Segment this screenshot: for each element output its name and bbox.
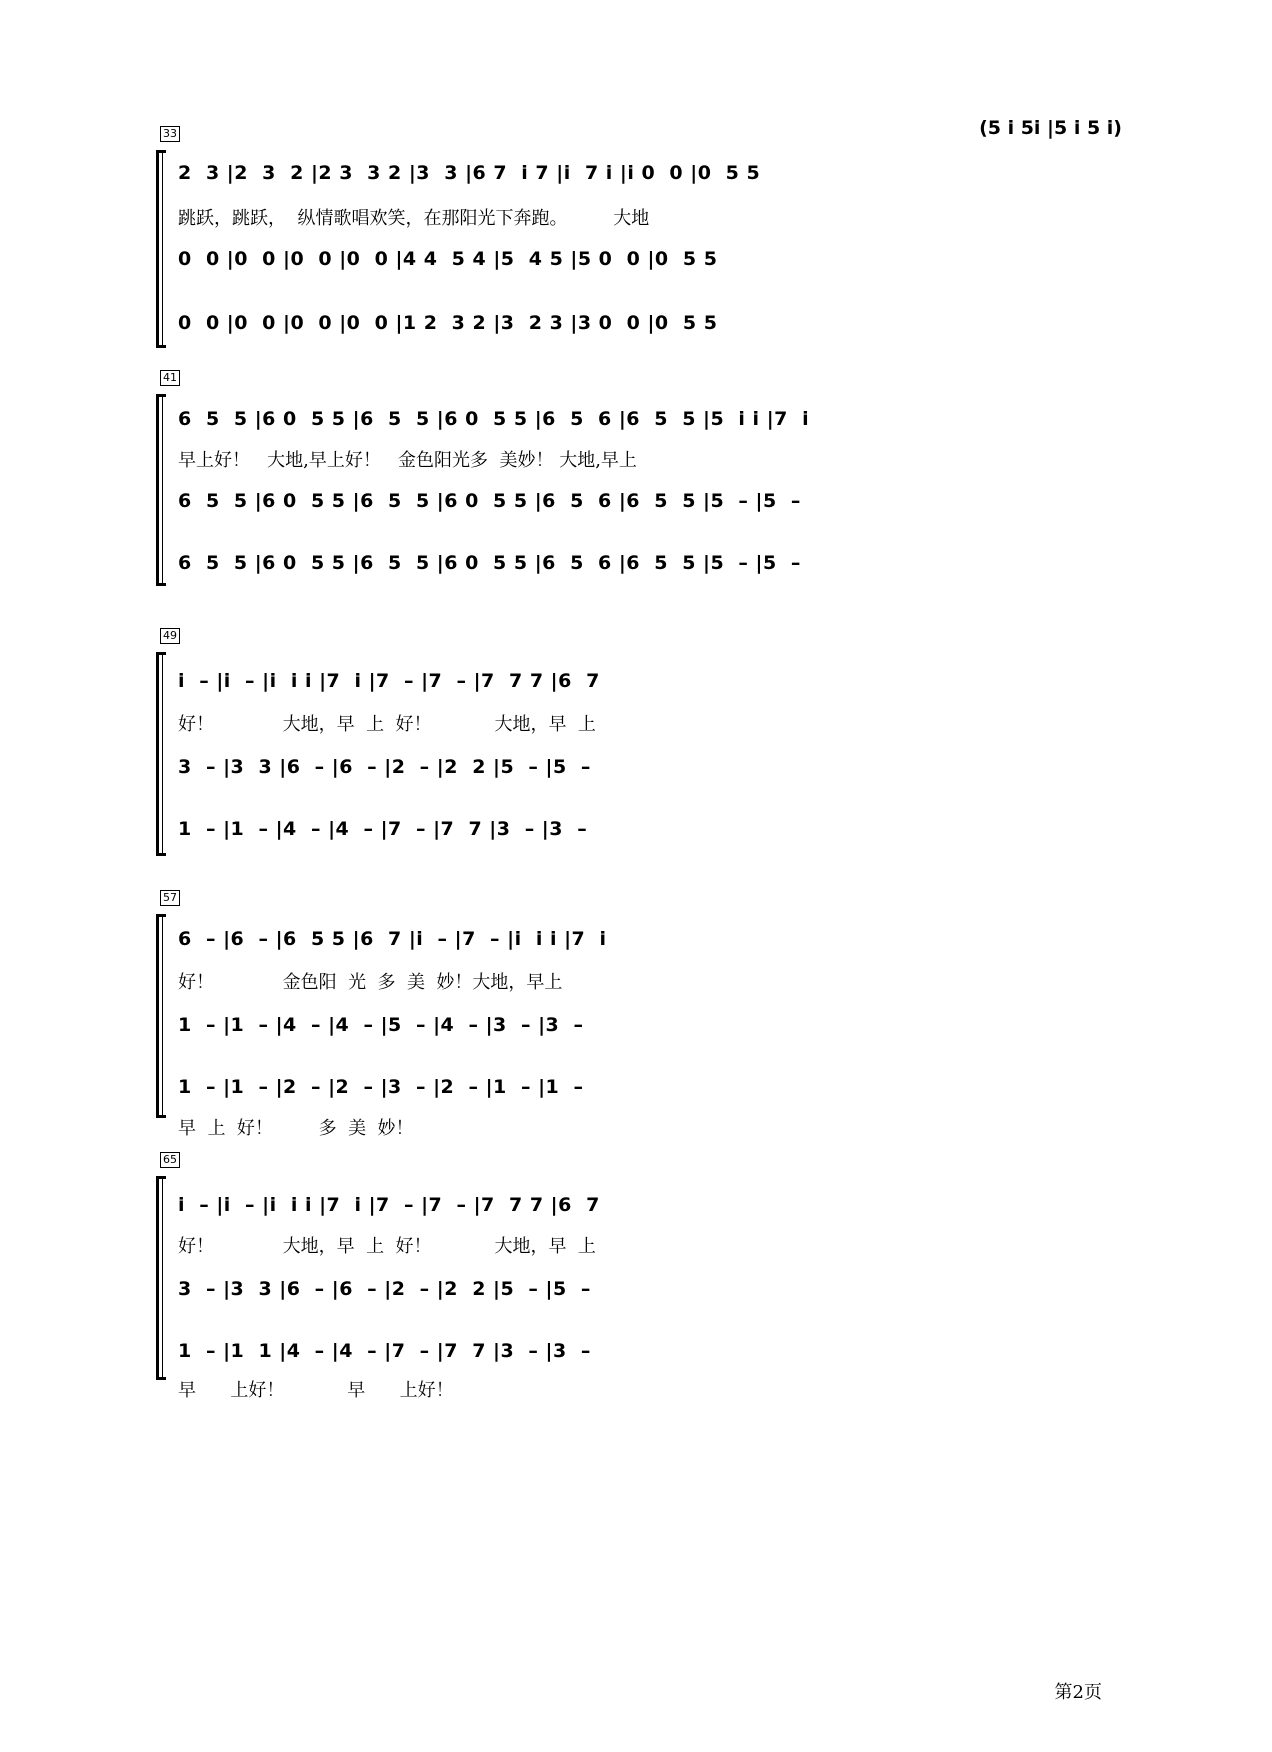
bracket-top (156, 1176, 166, 1179)
system-bracket-thin (162, 914, 163, 1118)
lyric-text: 跳跃，跳跃， 纵情歌唱欢笑，在那阳光下奔跑。 大地 (178, 208, 650, 229)
voice-2-notes (170, 1010, 1130, 1044)
lyrics-line (170, 204, 1130, 230)
voice-1-notes (170, 158, 1130, 192)
system-4 (150, 888, 1130, 1138)
lyric-text: 早上好！ 大地,早上好！ 金色阳光多 美妙！ 大地,早上 (178, 450, 637, 471)
voice-1-notes (170, 1190, 1130, 1224)
notation-text: 6 – |6 – |6 5 5 |6 7 |i – |7 – |i i i |7 i (178, 928, 607, 950)
lyric-text: 早 上 好！ 多 美 妙！ (178, 1118, 414, 1139)
notation-text: 3 – |3 3 |6 – |6 – |2 – |2 2 |5 – |5 – (178, 1278, 591, 1300)
system-5 (150, 1150, 1130, 1410)
notation-text: i – |i – |i i i |7 i |7 – |7 – |7 7 7 |6 7 (178, 1194, 600, 1216)
notation-text: 0 0 |0 0 |0 0 |0 0 |1 2 3 2 |3 2 3 |3 0 0 |0 5 5 (178, 312, 718, 334)
measure-number: 33 (160, 126, 180, 142)
notation-text: i – |i – |i i i |7 i |7 – |7 – |7 7 7 |6 7 (178, 670, 600, 692)
notation-text: 6 5 5 |6 0 5 5 |6 5 5 |6 0 5 5 |6 5 6 |6 5 5 |5 – |5 – (178, 490, 801, 512)
voice-1-notes (170, 924, 1130, 958)
lyric-text: 早 上好！ 早 上好！ (178, 1380, 454, 1401)
lyrics-line-lower (170, 1376, 1130, 1402)
intro-bracket-line: (5 i 5i |5 i 5 i) (979, 117, 1122, 139)
notation-text: 6 5 5 |6 0 5 5 |6 5 5 |6 0 5 5 |6 5 6 |6 5 5 |5 – |5 – (178, 552, 801, 574)
system-2 (150, 368, 1130, 598)
voice-2-notes (170, 1274, 1130, 1308)
lyrics-line (170, 968, 1130, 994)
voice-3-notes (170, 1072, 1130, 1106)
notation-text: 1 – |1 – |4 – |4 – |5 – |4 – |3 – |3 – (178, 1014, 584, 1036)
notation-text: 6 5 5 |6 0 5 5 |6 5 5 |6 0 5 5 |6 5 6 |6 5 5 |5 i i |7 i (178, 408, 810, 430)
page-number: 第2页 (1054, 1682, 1102, 1703)
lyric-text: 好！ 大地，早 上 好！ 大地，早 上 (178, 714, 596, 735)
system-bracket (156, 914, 159, 1118)
measure-number: 65 (160, 1152, 180, 1168)
notation-text: 1 – |1 – |4 – |4 – |7 – |7 7 |3 – |3 – (178, 818, 588, 840)
notation-text: 1 – |1 1 |4 – |4 – |7 – |7 7 |3 – |3 – (178, 1340, 591, 1362)
voice-2-notes (170, 486, 1130, 520)
system-bracket (156, 1176, 159, 1380)
lyrics-line (170, 1232, 1130, 1258)
bracket-top (156, 914, 166, 917)
system-bracket-thin (162, 1176, 163, 1380)
notation-text: 3 – |3 3 |6 – |6 – |2 – |2 2 |5 – |5 – (178, 756, 591, 778)
bracket-bottom (156, 1115, 166, 1118)
system-bracket (156, 652, 159, 856)
bracket-bottom (156, 1377, 166, 1380)
voice-3-notes (170, 548, 1130, 582)
bracket-bottom (156, 853, 166, 856)
lyric-text: 好！ 大地，早 上 好！ 大地，早 上 (178, 1236, 596, 1257)
system-bracket (156, 150, 159, 348)
system-bracket-thin (162, 394, 163, 586)
voice-3-notes (170, 308, 1130, 342)
bracket-bottom (156, 583, 166, 586)
lyrics-line (170, 446, 1130, 472)
measure-number: 57 (160, 890, 180, 906)
measure-number: 49 (160, 628, 180, 644)
lyrics-line (170, 710, 1130, 736)
notation-text: 2 3 |2 3 2 |2 3 3 2 |3 3 |6 7 i 7 |i 7 i |i 0 0 |0 5 5 (178, 162, 761, 184)
notation-text: 0 0 |0 0 |0 0 |0 0 |4 4 5 4 |5 4 5 |5 0 0 |0 5 5 (178, 248, 718, 270)
voice-3-notes (170, 814, 1130, 848)
bracket-top (156, 652, 166, 655)
bracket-top (156, 394, 166, 397)
voice-2-notes (170, 244, 1130, 278)
system-1 (150, 124, 1130, 354)
voice-1-notes (170, 404, 1130, 438)
voice-2-notes (170, 752, 1130, 786)
system-bracket (156, 394, 159, 586)
voice-3-notes (170, 1336, 1130, 1370)
system-3 (150, 626, 1130, 858)
bracket-top (156, 150, 166, 153)
voice-1-notes (170, 666, 1130, 700)
measure-number: 41 (160, 370, 180, 386)
notation-text: 1 – |1 – |2 – |2 – |3 – |2 – |1 – |1 – (178, 1076, 584, 1098)
system-bracket-thin (162, 652, 163, 856)
system-bracket-thin (162, 150, 163, 348)
bracket-bottom (156, 345, 166, 348)
lyrics-line-lower (170, 1114, 1130, 1140)
lyric-text: 好！ 金色阳 光 多 美 妙！大地，早上 (178, 972, 563, 993)
